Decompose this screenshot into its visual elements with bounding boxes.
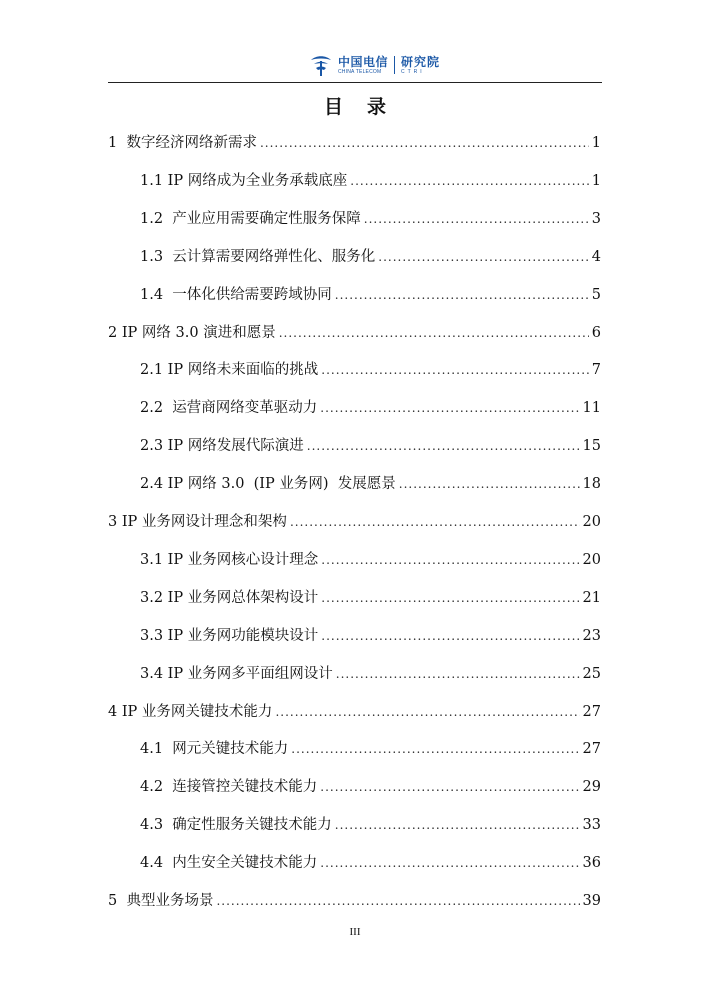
toc-entry[interactable] (140, 663, 601, 685)
toc-leader-dots (216, 890, 579, 912)
toc-entry-label: 1.4 一体化供给需要跨域协同 (140, 286, 332, 303)
toc-entry[interactable] (140, 208, 601, 230)
toc-entry[interactable] (140, 435, 601, 457)
toc-entry[interactable] (140, 738, 601, 760)
toc-leader-dots (320, 397, 579, 419)
institute-cn-text: 研究院 (401, 54, 441, 69)
toc-entry-label: 3.3 IP 业务网功能模块设计 (140, 627, 319, 644)
toc-entry-page: 20 (582, 514, 601, 530)
logo-cn-text: 中国电信 (338, 54, 389, 69)
toc-entry-label: 5 典型业务场景 (108, 893, 214, 909)
toc-entry-page: 21 (582, 589, 601, 606)
toc-entry-page: 18 (582, 476, 601, 493)
toc-entry-label: 3.2 IP 业务网总体架构设计 (140, 589, 319, 606)
toc-entry[interactable] (140, 776, 601, 798)
toc-entry-label: 2.4 IP 网络 3.0 (IP 业务网) 发展愿景 (140, 476, 396, 493)
header-rule (108, 82, 602, 83)
toc-leader-dots (321, 549, 579, 571)
toc-entry-page: 20 (582, 551, 601, 568)
toc-entry-page: 11 (582, 400, 601, 417)
toc-entry-label: 3 IP 业务网设计理念和架构 (108, 514, 287, 530)
toc-entry-page: 27 (582, 703, 601, 720)
toc-entry-page: 7 (591, 362, 601, 379)
toc-entry[interactable] (140, 852, 601, 874)
toc-leader-dots (291, 738, 579, 760)
logo-en-text: CHINA TELECOM (338, 68, 382, 75)
toc-entry-page: 1 (591, 135, 601, 151)
toc-leader-dots (335, 284, 589, 306)
toc-entry[interactable] (140, 473, 601, 495)
toc-leader-dots (275, 701, 579, 723)
toc-entry-page: 15 (582, 438, 601, 455)
toc-entry-page: 36 (582, 855, 601, 872)
toc-entry-page: 3 (591, 210, 601, 227)
toc-entry-label: 1.2 产业应用需要确定性服务保障 (140, 210, 361, 227)
toc-leader-dots (335, 814, 580, 836)
toc-entry-label: 2.1 IP 网络未来面临的挑战 (140, 362, 319, 379)
toc-entry[interactable] (140, 284, 601, 306)
china-telecom-logo-icon (308, 52, 334, 78)
toc-entry[interactable] (140, 814, 601, 836)
toc-entry[interactable] (140, 359, 601, 381)
institute-en-text: CTRI (401, 68, 425, 75)
toc-entry[interactable] (140, 397, 601, 419)
toc-leader-dots (364, 208, 589, 230)
toc-entry[interactable] (140, 549, 601, 571)
toc-leader-dots (350, 170, 589, 192)
toc-entry[interactable] (140, 170, 601, 192)
toc-leader-dots (290, 511, 580, 533)
toc-entry-page: 6 (591, 324, 601, 341)
toc-entry-page: 25 (582, 665, 601, 682)
toc-entry-label: 3.4 IP 业务网多平面组网设计 (140, 665, 333, 682)
toc-entry[interactable] (140, 246, 601, 268)
logo-divider (394, 56, 395, 74)
toc-entry-label: 4.4 内生安全关键技术能力 (140, 855, 318, 872)
page-header (0, 44, 710, 80)
toc-entry[interactable] (108, 890, 601, 912)
toc-entry[interactable] (108, 701, 601, 723)
toc-entry-page: 27 (582, 741, 601, 758)
china-telecom-logo (308, 50, 440, 80)
toc-leader-dots (279, 322, 589, 344)
toc-entry[interactable] (140, 625, 601, 647)
toc-entry[interactable] (108, 511, 601, 533)
toc-entry-label: 1 数字经济网络新需求 (108, 135, 257, 151)
page-number: III (349, 926, 361, 938)
toc-entry[interactable] (108, 322, 601, 344)
toc-entry-page: 1 (591, 172, 601, 189)
toc-entry-label: 4.1 网元关键技术能力 (140, 741, 289, 758)
toc-leader-dots (260, 132, 589, 154)
toc-entry-label: 2.2 运营商网络变革驱动力 (140, 400, 318, 417)
toc-entry-label: 3.1 IP 业务网核心设计理念 (140, 551, 319, 568)
toc-entry-page: 29 (582, 779, 601, 796)
toc-entry-label: 2 IP 网络 3.0 演进和愿景 (108, 324, 276, 341)
toc-entry-label: 4.3 确定性服务关键技术能力 (140, 817, 332, 834)
toc-entry-label: 4.2 连接管控关键技术能力 (140, 779, 318, 796)
toc-leader-dots (336, 663, 580, 685)
toc-leader-dots (321, 587, 579, 609)
toc-entry-label: 2.3 IP 网络发展代际演进 (140, 438, 304, 455)
toc-entry-page: 5 (591, 286, 601, 303)
toc-entry-page: 33 (582, 817, 601, 834)
toc-entry-label: 1.3 云计算需要网络弹性化、服务化 (140, 248, 376, 265)
toc-leader-dots (321, 359, 589, 381)
toc-entry[interactable] (140, 587, 601, 609)
toc-leader-dots (307, 435, 580, 457)
toc-leader-dots (321, 625, 579, 647)
toc-entry-label: 4 IP 业务网关键技术能力 (108, 703, 273, 720)
toc-leader-dots (320, 852, 579, 874)
toc-entry-page: 4 (591, 248, 601, 265)
toc-entry-page: 23 (582, 627, 601, 644)
toc-leader-dots (399, 473, 580, 495)
toc-leader-dots (378, 246, 588, 268)
toc-leader-dots (320, 776, 579, 798)
toc-entry[interactable] (108, 132, 601, 154)
toc-entry-page: 39 (582, 893, 601, 909)
toc-entry-label: 1.1 IP 网络成为全业务承载底座 (140, 172, 348, 189)
page-title: 目录 (323, 96, 410, 118)
